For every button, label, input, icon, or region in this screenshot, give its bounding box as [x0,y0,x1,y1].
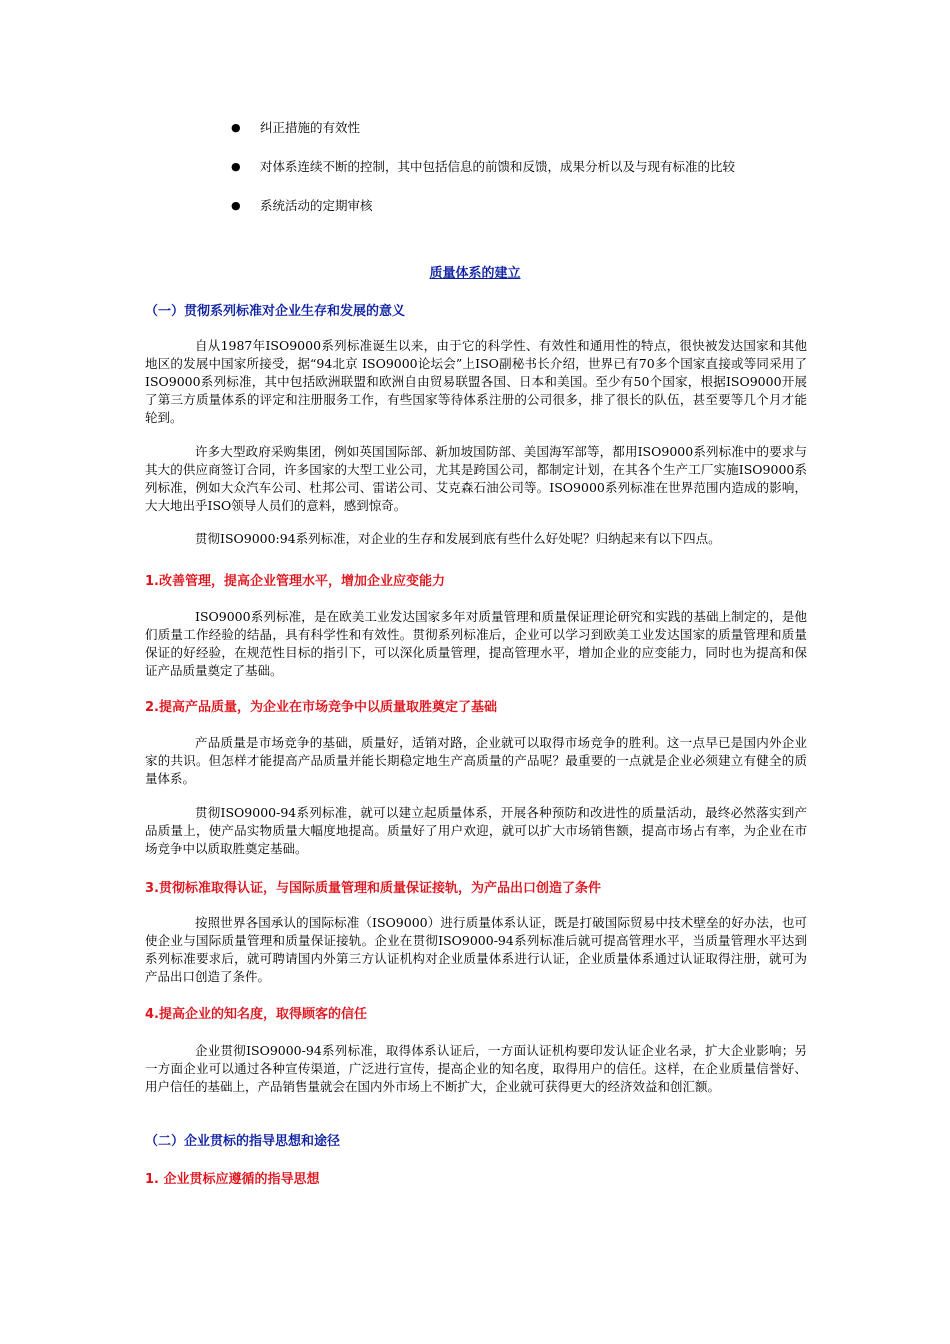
point-heading-1: 1.改善管理，提高企业管理水平，增加企业应变能力 [145,574,445,589]
paragraph: 产品质量是市场竞争的基础，质量好，适销对路，企业就可以取得市场竞争的胜利。这一点早已是国内外企业家的共识。但怎样才能提高产品质量并能长期稳定地生产高质量的产品呢？最重要的一点就是企业必须建立有健全的质量体系。 [145,735,807,786]
subsection-heading: 1. 企业贯标应遵循的指导思想 [145,1172,320,1187]
bullet-list [231,118,771,235]
list-item-text: 纠正措施的有效性 [260,120,361,135]
bullet-icon: ● [231,160,241,173]
document-title: 质量体系的建立 [429,266,521,281]
point-heading-2: 2.提高产品质量，为企业在市场竞争中以质量取胜奠定了基础 [145,700,497,715]
list-item-text: 对体系连续不断的控制，其中包括信息的前馈和反馈，成果分析以及与现有标准的比较 [260,159,736,174]
list-item-text: 系统活动的定期审核 [260,198,373,213]
list-item [231,118,771,137]
paragraph: 贯彻ISO9000:94系列标准，对企业的生存和发展到底有些什么好处呢？归纳起来有以下四点。 [195,531,721,546]
bullet-icon: ● [231,121,241,134]
bullet-icon: ● [231,199,241,212]
list-item [231,196,771,215]
paragraph: 企业贯彻ISO9000-94系列标准，取得体系认证后，一方面认证机构要印发认证企业名录，扩大企业影响；另一方面企业可以通过各种宣传渠道，广泛进行宣传，提高企业的知名度，取得用户的信任。这样，在企业质量信誉好、用户信任的基础上，产品销售量就会在国内外市场上不断扩大，企业就可获得更大的经济效益和创汇额。 [145,1043,807,1094]
paragraph: 按照世界各国承认的国际标准（ISO9000）进行质量体系认证，既是打破国际贸易中技术壁垒的好办法，也可使企业与国际质量管理和质量保证接轨。企业在贯彻ISO9000-94系列标准后就可提高管理水平，当质量管理水平达到系列标准要求后，就可聘请国内外第三方认证机构对企业质量体系进行认证，企业质量体系通过认证取得注册，就可为产品出口创造了条件。 [145,915,807,984]
point-heading-3: 3.贯彻标准取得认证，与国际质量管理和质量保证接轨，为产品出口创造了条件 [145,881,601,896]
paragraph: 自从1987年ISO9000系列标准诞生以来，由于它的科学性、有效性和通用性的特点，很快被发达国家和其他地区的发展中国家所接受，据“94北京 ISO9000论坛会”上ISO副秘书长介绍，世界已有70多个国家直接或等同采用了ISO9000系列标准，其中包括欧洲联盟和欧洲自由贸易联盟各国、日本和美国。至少有50个国家，根据ISO9000开展了第三方质量体系的评定和注册服务工作，有些国家等待体系注册的公司很多，排了很长的队伍，甚至要等几个月才能轮到。 [145,338,807,425]
section-heading-1: （一）贯彻系列标准对企业生存和发展的意义 [145,304,406,319]
list-item [231,157,760,176]
paragraph: 贯彻ISO9000-94系列标准，就可以建立起质量体系，开展各种预防和改进性的质量活动，最终必然落实到产品质量上，使产品实物质量大幅度地提高。质量好了用户欢迎，就可以扩大市场销售额，提高市场占有率，为企业在市场竞争中以质取胜奠定基础。 [145,805,807,856]
point-heading-4: 4.提高企业的知名度，取得顾客的信任 [145,1007,367,1022]
section-heading-2: （二）企业贯标的指导思想和途径 [145,1134,341,1149]
paragraph: ISO9000系列标准，是在欧美工业发达国家多年对质量管理和质量保证理论研究和实践的基础上制定的，是他们质量工作经验的结晶，具有科学性和有效性。贯彻系列标准后，企业可以学习到欧美工业发达国家的质量管理和质量保证的好经验，在规范性目标的指引下，可以深化质量管理，提高管理水平，增加企业的应变能力，同时也为提高和保证产品质量奠定了基础。 [145,609,807,678]
paragraph: 许多大型政府采购集团，例如英国国际部、新加坡国防部、美国海军部等，都用ISO9000系列标准中的要求与其大的供应商签订合同，许多国家的大型工业公司，尤其是跨国公司，都制定计划，在其各个生产工厂实施ISO9000系列标准，例如大众汽车公司、杜邦公司、雷诺公司、艾克森石油公司等。ISO9000系列标准在世界范围内造成的影响，大大地出乎ISO领导人员们的意料，感到惊奇。 [145,444,807,513]
